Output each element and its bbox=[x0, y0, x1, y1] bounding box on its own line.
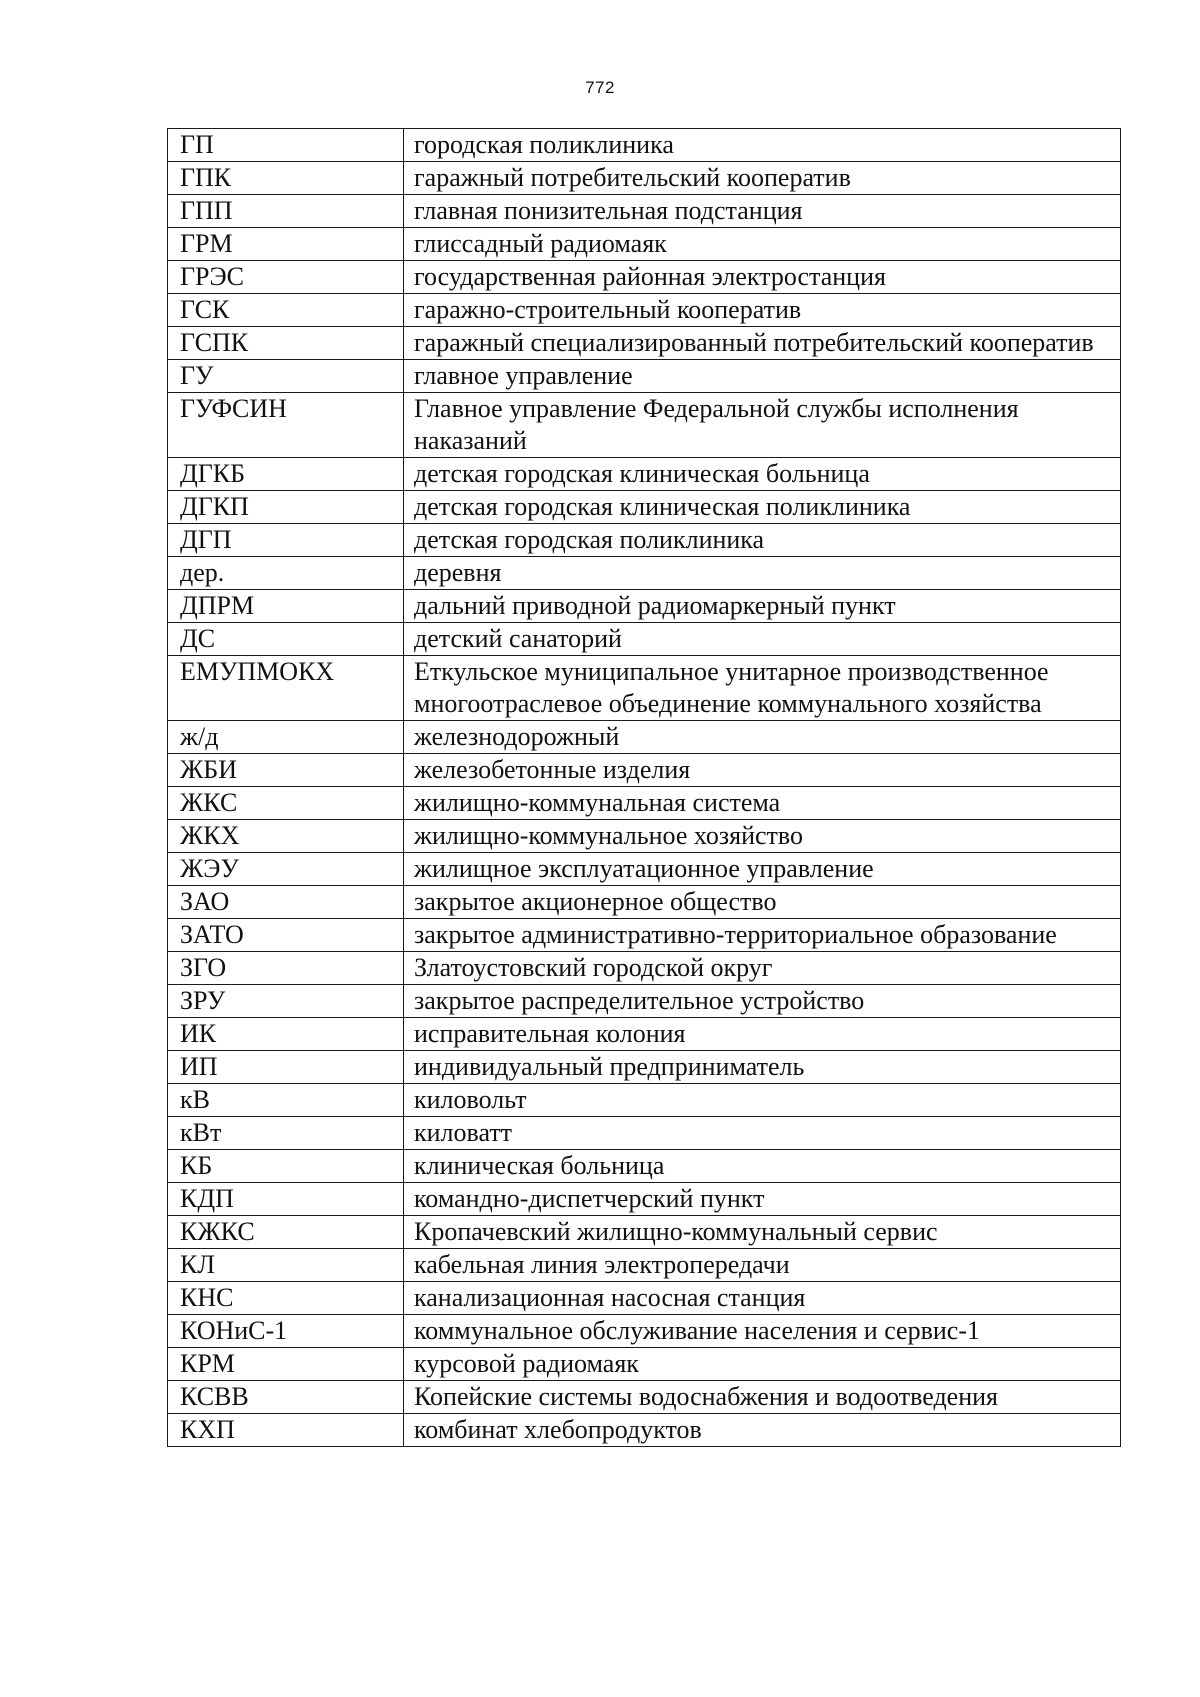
abbreviations-table bbox=[167, 128, 1121, 1447]
abbreviation-cell: ЖЭУ bbox=[168, 853, 404, 886]
meaning-cell: канализационная насосная станция bbox=[404, 1282, 1121, 1315]
abbreviation-cell: ГУ bbox=[168, 360, 404, 393]
meaning-cell: клиническая больница bbox=[404, 1150, 1121, 1183]
abbreviation-cell: ЕМУПМОКХ bbox=[168, 656, 404, 721]
abbreviation-cell: кВ bbox=[168, 1084, 404, 1117]
table-row bbox=[168, 524, 1121, 557]
table-row bbox=[168, 1348, 1121, 1381]
abbreviation-cell: ДПРМ bbox=[168, 590, 404, 623]
meaning-cell: детская городская клиническая больница bbox=[404, 458, 1121, 491]
table-row bbox=[168, 1117, 1121, 1150]
table-row bbox=[168, 1315, 1121, 1348]
table-row bbox=[168, 985, 1121, 1018]
table-row bbox=[168, 327, 1121, 360]
abbreviation-cell: ДГКП bbox=[168, 491, 404, 524]
abbreviation-cell: ЖБИ bbox=[168, 754, 404, 787]
abbreviation-cell: ЗГО bbox=[168, 952, 404, 985]
table-row bbox=[168, 458, 1121, 491]
abbreviation-cell: КДП bbox=[168, 1183, 404, 1216]
abbreviation-cell: ЖКХ bbox=[168, 820, 404, 853]
table-row bbox=[168, 195, 1121, 228]
abbreviation-cell: ДГКБ bbox=[168, 458, 404, 491]
table-row bbox=[168, 1183, 1121, 1216]
meaning-cell: жилищно-коммунальное хозяйство bbox=[404, 820, 1121, 853]
meaning-cell: командно-диспетчерский пункт bbox=[404, 1183, 1121, 1216]
meaning-cell: гаражный потребительский кооператив bbox=[404, 162, 1121, 195]
table-row bbox=[168, 129, 1121, 162]
table-row bbox=[168, 1282, 1121, 1315]
table-row bbox=[168, 656, 1121, 721]
abbreviation-cell: ГРМ bbox=[168, 228, 404, 261]
abbreviations-table-body bbox=[168, 129, 1121, 1447]
meaning-cell: Главное управление Федеральной службы исполнения наказаний bbox=[404, 393, 1121, 458]
table-row bbox=[168, 721, 1121, 754]
abbreviation-cell: ДГП bbox=[168, 524, 404, 557]
meaning-cell: Еткульское муниципальное унитарное производственное многоотраслевое объединение коммунального хозяйства bbox=[404, 656, 1121, 721]
meaning-cell: Кропачевский жилищно-коммунальный сервис bbox=[404, 1216, 1121, 1249]
meaning-cell: коммунальное обслуживание населения и сервис-1 bbox=[404, 1315, 1121, 1348]
abbreviation-cell: ЗРУ bbox=[168, 985, 404, 1018]
abbreviation-cell: КХП bbox=[168, 1414, 404, 1447]
meaning-cell: закрытое административно-территориальное образование bbox=[404, 919, 1121, 952]
meaning-cell: городская поликлиника bbox=[404, 129, 1121, 162]
abbreviation-cell: ЖКС bbox=[168, 787, 404, 820]
meaning-cell: Копейские системы водоснабжения и водоотведения bbox=[404, 1381, 1121, 1414]
table-row bbox=[168, 886, 1121, 919]
abbreviation-cell: ГП bbox=[168, 129, 404, 162]
meaning-cell: жилищное эксплуатационное управление bbox=[404, 853, 1121, 886]
table-row bbox=[168, 557, 1121, 590]
abbreviation-cell: ЗАО bbox=[168, 886, 404, 919]
abbreviation-cell: ИК bbox=[168, 1018, 404, 1051]
meaning-cell: кабельная линия электропередачи bbox=[404, 1249, 1121, 1282]
table-row bbox=[168, 1051, 1121, 1084]
table-row bbox=[168, 261, 1121, 294]
abbreviation-cell: ГСПК bbox=[168, 327, 404, 360]
abbreviation-cell: КРМ bbox=[168, 1348, 404, 1381]
table-row bbox=[168, 1414, 1121, 1447]
meaning-cell: комбинат хлебопродуктов bbox=[404, 1414, 1121, 1447]
meaning-cell: деревня bbox=[404, 557, 1121, 590]
meaning-cell: индивидуальный предприниматель bbox=[404, 1051, 1121, 1084]
table-row bbox=[168, 623, 1121, 656]
meaning-cell: железобетонные изделия bbox=[404, 754, 1121, 787]
table-row bbox=[168, 754, 1121, 787]
table-row bbox=[168, 820, 1121, 853]
abbreviation-cell: КЛ bbox=[168, 1249, 404, 1282]
meaning-cell: дальний приводной радиомаркерный пункт bbox=[404, 590, 1121, 623]
table-row bbox=[168, 1084, 1121, 1117]
table-row bbox=[168, 228, 1121, 261]
abbreviation-cell: дер. bbox=[168, 557, 404, 590]
abbreviation-cell: ЗАТО bbox=[168, 919, 404, 952]
meaning-cell: глиссадный радиомаяк bbox=[404, 228, 1121, 261]
table-row bbox=[168, 1150, 1121, 1183]
meaning-cell: гаражно-строительный кооператив bbox=[404, 294, 1121, 327]
abbreviation-cell: КОНиС-1 bbox=[168, 1315, 404, 1348]
meaning-cell: детская городская поликлиника bbox=[404, 524, 1121, 557]
meaning-cell: железнодорожный bbox=[404, 721, 1121, 754]
page-number: 772 bbox=[585, 78, 615, 97]
abbreviation-cell: ж/д bbox=[168, 721, 404, 754]
meaning-cell: киловольт bbox=[404, 1084, 1121, 1117]
abbreviation-cell: КЖКС bbox=[168, 1216, 404, 1249]
abbreviation-cell: ИП bbox=[168, 1051, 404, 1084]
meaning-cell: детская городская клиническая поликлиника bbox=[404, 491, 1121, 524]
abbreviation-cell: КБ bbox=[168, 1150, 404, 1183]
table-row bbox=[168, 919, 1121, 952]
abbreviation-cell: ДС bbox=[168, 623, 404, 656]
table-row bbox=[168, 853, 1121, 886]
abbreviation-cell: кВт bbox=[168, 1117, 404, 1150]
meaning-cell: детский санаторий bbox=[404, 623, 1121, 656]
meaning-cell: жилищно-коммунальная система bbox=[404, 787, 1121, 820]
table-row bbox=[168, 294, 1121, 327]
table-row bbox=[168, 787, 1121, 820]
meaning-cell: киловатт bbox=[404, 1117, 1121, 1150]
meaning-cell: главная понизительная подстанция bbox=[404, 195, 1121, 228]
table-row bbox=[168, 1018, 1121, 1051]
table-row bbox=[168, 1216, 1121, 1249]
meaning-cell: государственная районная электростанция bbox=[404, 261, 1121, 294]
meaning-cell: закрытое акционерное общество bbox=[404, 886, 1121, 919]
table-row bbox=[168, 590, 1121, 623]
meaning-cell: гаражный специализированный потребительский кооператив bbox=[404, 327, 1121, 360]
meaning-cell: курсовой радиомаяк bbox=[404, 1348, 1121, 1381]
table-row bbox=[168, 162, 1121, 195]
abbreviation-cell: ГРЭС bbox=[168, 261, 404, 294]
meaning-cell: исправительная колония bbox=[404, 1018, 1121, 1051]
table-row bbox=[168, 393, 1121, 458]
table-row bbox=[168, 952, 1121, 985]
abbreviation-cell: КНС bbox=[168, 1282, 404, 1315]
table-row bbox=[168, 1249, 1121, 1282]
meaning-cell: закрытое распределительное устройство bbox=[404, 985, 1121, 1018]
table-row bbox=[168, 360, 1121, 393]
meaning-cell: главное управление bbox=[404, 360, 1121, 393]
table-row bbox=[168, 491, 1121, 524]
meaning-cell: Златоустовский городской округ bbox=[404, 952, 1121, 985]
abbreviation-cell: ГПП bbox=[168, 195, 404, 228]
abbreviation-cell: ГСК bbox=[168, 294, 404, 327]
abbreviation-cell: ГПК bbox=[168, 162, 404, 195]
table-row bbox=[168, 1381, 1121, 1414]
abbreviation-cell: ГУФСИН bbox=[168, 393, 404, 458]
abbreviation-cell: КСВВ bbox=[168, 1381, 404, 1414]
